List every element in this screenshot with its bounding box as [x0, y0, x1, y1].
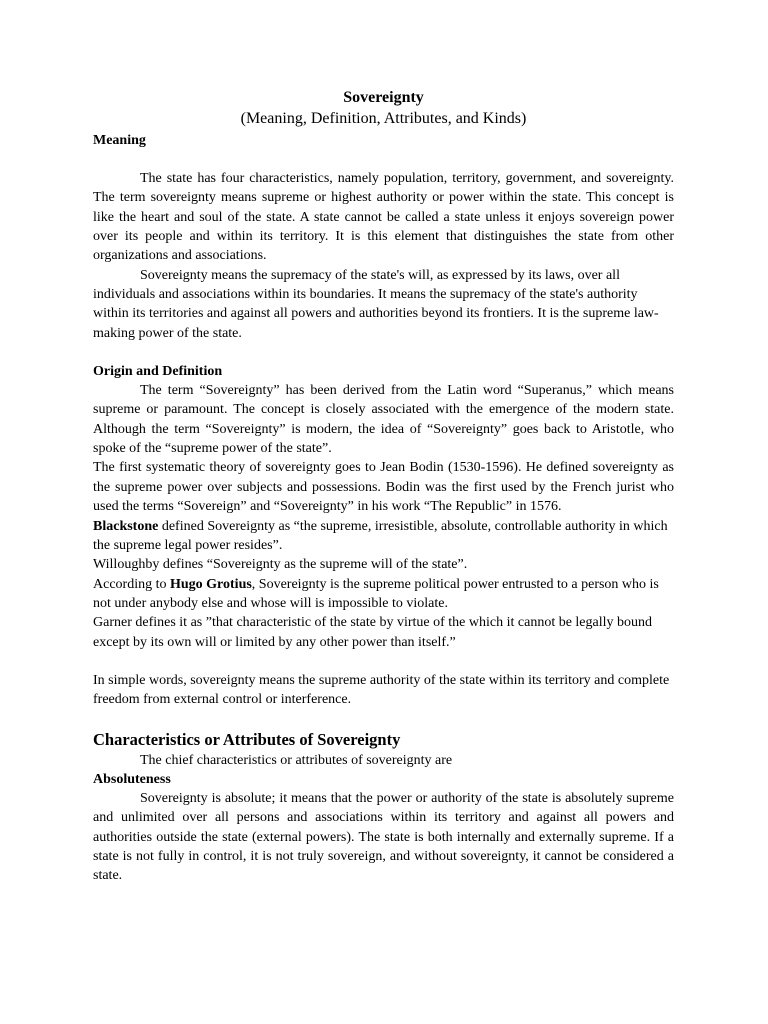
grotius-text: , Sovereignty is the supreme political power entrusted to a person who is not under anybody else and whose will is impossible to violate.	[93, 576, 659, 611]
spacer	[93, 652, 674, 671]
meaning-heading: Meaning	[93, 133, 146, 148]
blackstone-text: defined Sovereignty as “the supreme, irresistible, absolute, controllable authority in which the supreme legal power resides”.	[93, 518, 668, 553]
blackstone-name: Blackstone	[93, 518, 159, 534]
absoluteness-paragraph: Sovereignty is absolute; it means that the power or authority of the state is absolutely supreme and unlimited over all persons and associations within its territory and against all powers and authorities outside the state (external powers). The state is both internally and externally supreme. If a state is not fully in control, it is not truly sovereign, and without sovereignty, it cannot be considered a state.	[93, 790, 674, 884]
garner-paragraph: Garner defines it as ”that characteristic of the state by virtue of the which it cannot be legally bound except by its own will or limited by any other power than itself.”	[93, 615, 653, 650]
grotius-paragraph	[93, 575, 674, 614]
meaning-paragraph-2: Sovereignty means the supremacy of the state's will, as expressed by its laws, over all individuals and associations within its boundaries. It means the supremacy of the state's authority within its territories and against all powers and authorities beyond its frontiers. It is the supreme law-making power of the state.	[93, 267, 659, 341]
origin-paragraph-1: The term “Sovereignty” has been derived from the Latin word “Superanus,” which means supreme or paramount. The concept is closely associated with the emergence of the modern state. Although the term “Sovereignty” is modern, the idea of “Sovereignty” goes back to Aristotle, who spoke of the “supreme power of the state”.	[93, 383, 674, 457]
grotius-prefix: According to	[93, 576, 170, 592]
origin-heading: Origin and Definition	[93, 364, 223, 380]
document-subtitle: (Meaning, Definition, Attributes, and Kinds)	[240, 110, 527, 127]
grotius-name: Hugo Grotius	[169, 576, 252, 592]
attributes-heading: Characteristics or Attributes of Sovereignty	[93, 729, 401, 749]
simple-words-paragraph: In simple words, sovereignty means the supreme authority of the state within its territory and complete freedom from external control or interference.	[93, 672, 670, 708]
meaning-paragraph-1: The state has four characteristics, namely population, territory, government, and sovereignty. The term sovereignty means supreme or highest authority or power within the state. This concept is like the heart and soul of the state. A state cannot be called a state unless it enjoys sovereign power over its people and within its territory. It is this element that distinguishes the state from other organizations and associations.	[93, 171, 674, 264]
spacer	[93, 343, 674, 362]
spacer	[93, 150, 674, 169]
origin-paragraph-2: The first systematic theory of sovereignty goes to Jean Bodin (1530-1596). He defined sovereignty as the supreme power over subjects and possessions. Bodin was the first used by the French jurist who used the terms “Sovereign” and “Sovereignty” in his work “The Republic” in 1576.	[93, 460, 674, 515]
document-body	[93, 87, 674, 886]
document-title: Sovereignty	[343, 89, 424, 106]
willoughby-paragraph: Willoughby defines “Sovereignty as the supreme will of the state”.	[93, 557, 468, 573]
spacer	[93, 710, 674, 729]
absoluteness-heading: Absoluteness	[93, 771, 171, 787]
attributes-intro: The chief characteristics or attributes of sovereignty are	[140, 752, 453, 768]
blackstone-paragraph	[93, 517, 674, 556]
